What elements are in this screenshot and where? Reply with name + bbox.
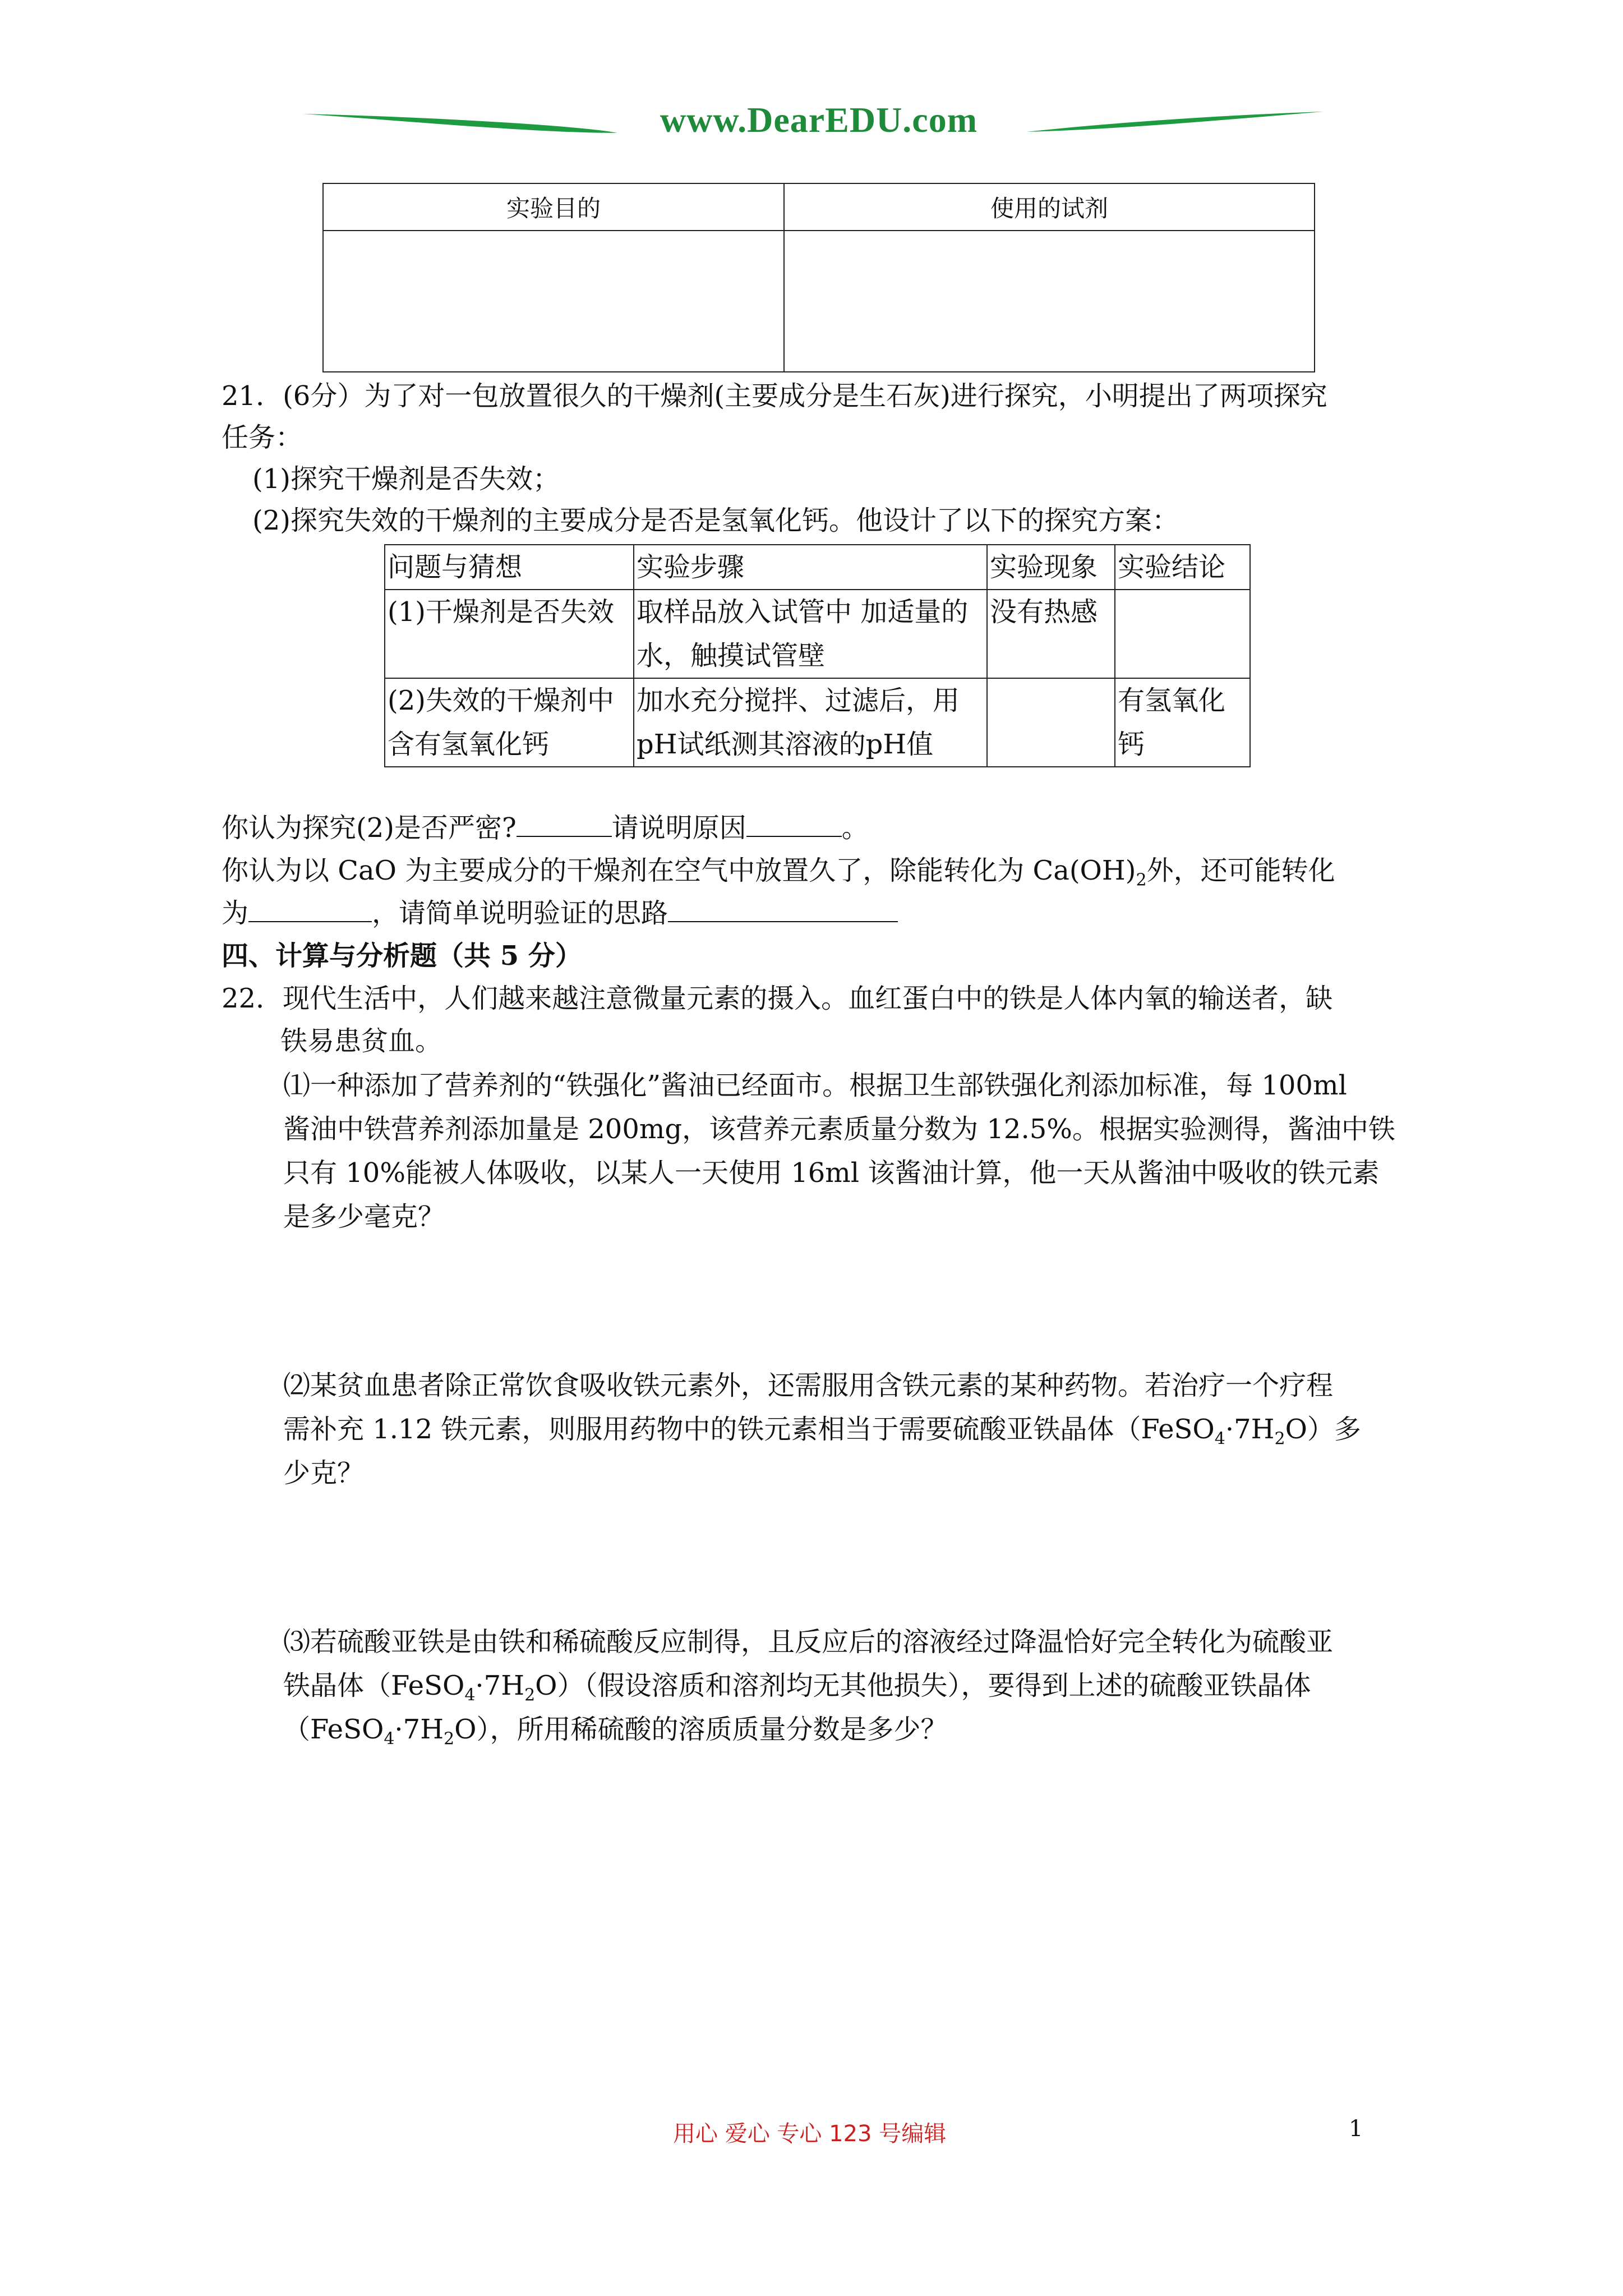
q22-p2-line: ⑵某贫血患者除正常饮食吸收铁元素外，还需服用含铁元素的某种药物。若治疗一个疗程 xyxy=(283,1370,1334,1401)
question-text: （FeSO xyxy=(283,1714,384,1745)
table-cell: 没有热感 xyxy=(987,590,1115,678)
question-text: ·7H xyxy=(394,1714,444,1745)
footer-editor-note: 用心 爱心 专心 123 号编辑 xyxy=(673,2121,947,2147)
q22-p3-line xyxy=(283,1669,1311,1713)
q21-line1: 21．(6分）为了对一包放置很久的干燥剂(主要成分是生石灰)进行探究，小明提出了两项探究 xyxy=(222,380,1327,412)
question-text: 外，还可能转化 xyxy=(1146,855,1335,886)
q22-p3-line: ⑶若硫酸亚铁是由铁和稀硫酸反应制得，且反应后的溶液经过降温恰好完全转化为硫酸亚 xyxy=(283,1626,1334,1658)
subscript: 2 xyxy=(1136,870,1147,890)
question-text: 需补充 1.12 铁元素，则服用药物中的铁元素相当于需要硫酸亚铁晶体（FeSO xyxy=(283,1414,1215,1445)
answer-blank[interactable] xyxy=(517,811,612,837)
q21-line2: 任务： xyxy=(222,422,303,453)
subscript: 4 xyxy=(464,1685,476,1705)
subscript: 4 xyxy=(384,1729,395,1749)
inquiry-plan-table xyxy=(384,544,1251,767)
q21-ask-rigor xyxy=(222,811,869,845)
experiment-reagent-table xyxy=(322,183,1315,372)
question-text: O）多 xyxy=(1285,1414,1361,1445)
q22-p1-line: ⑴一种添加了营养剂的“铁强化”酱油已经面市。根据卫生部铁强化剂添加标准，每 100ml xyxy=(283,1070,1347,1101)
question-text: 你认为以 CaO 为主要成分的干燥剂在空气中放置久了，除能转化为 Ca(OH) xyxy=(222,855,1136,886)
table-cell xyxy=(784,231,1315,372)
question-text: ·7H xyxy=(475,1670,525,1701)
answer-blank[interactable] xyxy=(746,811,842,837)
answer-blank[interactable] xyxy=(668,896,898,922)
question-text: 为 xyxy=(222,898,249,929)
question-text: 请说明原因 xyxy=(611,812,746,844)
table-header-cell: 实验步骤 xyxy=(634,545,987,590)
table-header-cell: 实验结论 xyxy=(1115,545,1250,590)
q21-ask-conversion xyxy=(222,854,1335,898)
table-cell: 有氢氧化钙 xyxy=(1115,678,1250,767)
header-logo xyxy=(303,93,1324,160)
table-cell xyxy=(987,678,1115,767)
subscript: 2 xyxy=(1274,1429,1285,1449)
table-cell: 取样品放入试管中 加适量的水，触摸试管壁 xyxy=(634,590,987,678)
table-cell xyxy=(1115,590,1250,678)
table-header-cell: 实验目的 xyxy=(323,183,784,231)
table-cell xyxy=(323,231,784,372)
q22-line2: 铁易患贫血。 xyxy=(280,1025,442,1057)
q22-p2-line: 少克？ xyxy=(283,1457,365,1489)
table-cell: (2)失效的干燥剂中含有氢氧化钙 xyxy=(385,678,634,767)
site-logo-text: www.DearEDU.com xyxy=(660,100,978,140)
page-number: 1 xyxy=(1349,2116,1363,2142)
table-row xyxy=(385,678,1250,767)
table-cell: 加水充分搅拌、过滤后，用pH试纸测其溶液的pH值 xyxy=(634,678,987,767)
question-text: O）（假设溶质和溶剂均无其他损失），要得到上述的硫酸亚铁晶体 xyxy=(535,1670,1311,1701)
q22-p1-line: 酱油中铁营养剂添加量是 200mg，该营养元素质量分数为 12.5%。根据实验测得，酱油中铁 xyxy=(283,1114,1395,1145)
q22-p2-line xyxy=(283,1412,1361,1456)
table-cell: (1)干燥剂是否失效 xyxy=(385,590,634,678)
q22-p3-line xyxy=(283,1713,948,1756)
q21-ask-verify xyxy=(222,896,898,930)
question-text: ，请简单说明验证的思路 xyxy=(372,898,668,929)
table-row xyxy=(385,590,1250,678)
question-text: ·7H xyxy=(1225,1414,1275,1445)
question-text: 铁晶体（FeSO xyxy=(283,1670,465,1701)
table-header-cell: 问题与猜想 xyxy=(385,545,634,590)
question-text: O），所用稀硫酸的溶质质量分数是多少？ xyxy=(454,1714,948,1745)
subscript: 4 xyxy=(1214,1429,1225,1449)
q22-p1-line: 只有 10%能被人体吸收，以某人一天使用 16ml 该酱油计算，他一天从酱油中吸收的铁元素 xyxy=(283,1157,1380,1189)
section-title: 四、计算与分析题（共 5 分） xyxy=(222,940,582,972)
q21-task1: (1)探究干燥剂是否失效； xyxy=(252,463,560,495)
q21-task2: (2)探究失效的干燥剂的主要成分是否是氢氧化钙。他设计了以下的探究方案： xyxy=(252,505,1179,536)
answer-blank[interactable] xyxy=(248,896,372,922)
subscript: 2 xyxy=(524,1685,536,1705)
table-header-cell: 使用的试剂 xyxy=(784,183,1315,231)
question-text: 。 xyxy=(841,812,869,844)
q22-line1: 22．现代生活中，人们越来越注意微量元素的摄入。血红蛋白中的铁是人体内氧的输送者，缺 xyxy=(222,983,1333,1014)
q22-p1-line: 是多少毫克？ xyxy=(283,1201,445,1232)
table-header-cell: 实验现象 xyxy=(987,545,1115,590)
subscript: 2 xyxy=(444,1729,455,1749)
question-text: 你认为探究(2)是否严密? xyxy=(222,812,517,844)
